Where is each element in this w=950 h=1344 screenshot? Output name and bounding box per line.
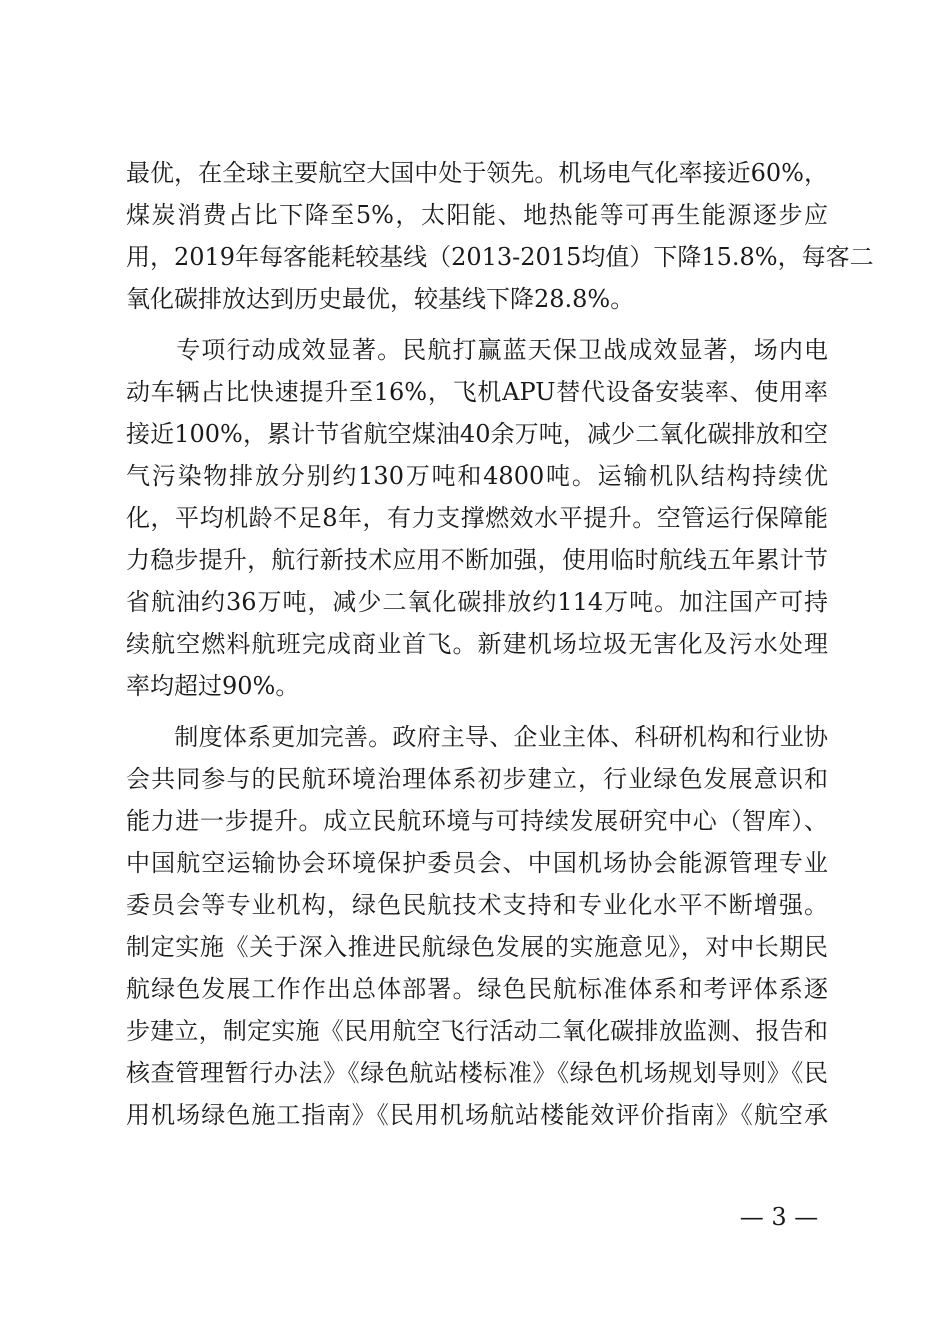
- text-line: 续航空燃料航班完成商业首飞。新建机场垃圾无害化及污水处理: [126, 630, 828, 658]
- text-line: 中国航空运输协会环境保护委员会、中国机场协会能源管理专业: [126, 849, 828, 877]
- text-line: 航绿色发展工作作出总体部署。绿色民航标准体系和考评体系逐: [126, 975, 828, 1003]
- paragraph-3: [126, 716, 828, 1136]
- text-line: 制定实施《关于深入推进民航绿色发展的实施意见》，对中长期民: [126, 933, 828, 961]
- text-line: 用，2019年每客能耗较基线（2013-2015均值）下降15.8%，每客二: [126, 243, 874, 271]
- text-line: 专项行动成效显著。民航打赢蓝天保卫战成效显著，场内电: [126, 336, 828, 364]
- text-line: 步建立，制定实施《民用航空飞行活动二氧化碳排放监测、报告和: [126, 1017, 828, 1045]
- text-line: 接近100%，累计节省航空煤油40余万吨，减少二氧化碳排放和空: [126, 420, 828, 448]
- body-text: [126, 152, 874, 1136]
- paragraph-1: [126, 152, 874, 320]
- text-line: 力稳步提升，航行新技术应用不断加强，使用临时航线五年累计节: [126, 546, 828, 574]
- text-line: 省航油约36万吨，减少二氧化碳排放约114万吨。加注国产可持: [126, 588, 828, 616]
- text-line: 最优，在全球主要航空大国中处于领先。机场电气化率接近60%，: [126, 159, 828, 187]
- text-line: 气污染物排放分别约130万吨和4800吨。运输机队结构持续优: [126, 462, 828, 490]
- text-line: 化，平均机龄不足8年，有力支撑燃效水平提升。空管运行保障能: [126, 504, 828, 532]
- paragraph-2: [126, 329, 828, 707]
- text-line: 煤炭消费占比下降至5%，太阳能、地热能等可再生能源逐步应: [126, 201, 828, 229]
- text-line: 核查管理暂行办法》《绿色航站楼标准》《绿色机场规划导则》《民: [126, 1059, 828, 1087]
- text-line: 率均超过90%。: [126, 672, 300, 700]
- paragraph-spacer: [126, 707, 828, 716]
- text-line: 会共同参与的民航环境治理体系初步建立，行业绿色发展意识和: [126, 765, 828, 793]
- page-number: — 3 —: [739, 1203, 819, 1231]
- text-line: 动车辆占比快速提升至16%，飞机APU替代设备安装率、使用率: [126, 378, 828, 406]
- text-line: 氧化碳排放达到历史最优，较基线下降28.8%。: [126, 285, 635, 313]
- text-line: 用机场绿色施工指南》《民用机场航站楼能效评价指南》《航空承: [126, 1101, 828, 1129]
- paragraph-spacer: [126, 320, 828, 329]
- text-line: 能力进一步提升。成立民航环境与可持续发展研究中心（智库）、: [126, 807, 828, 835]
- text-line: 委员会等专业机构，绿色民航技术支持和专业化水平不断增强。: [126, 891, 828, 919]
- text-line: 制度体系更加完善。政府主导、企业主体、科研机构和行业协: [126, 723, 828, 751]
